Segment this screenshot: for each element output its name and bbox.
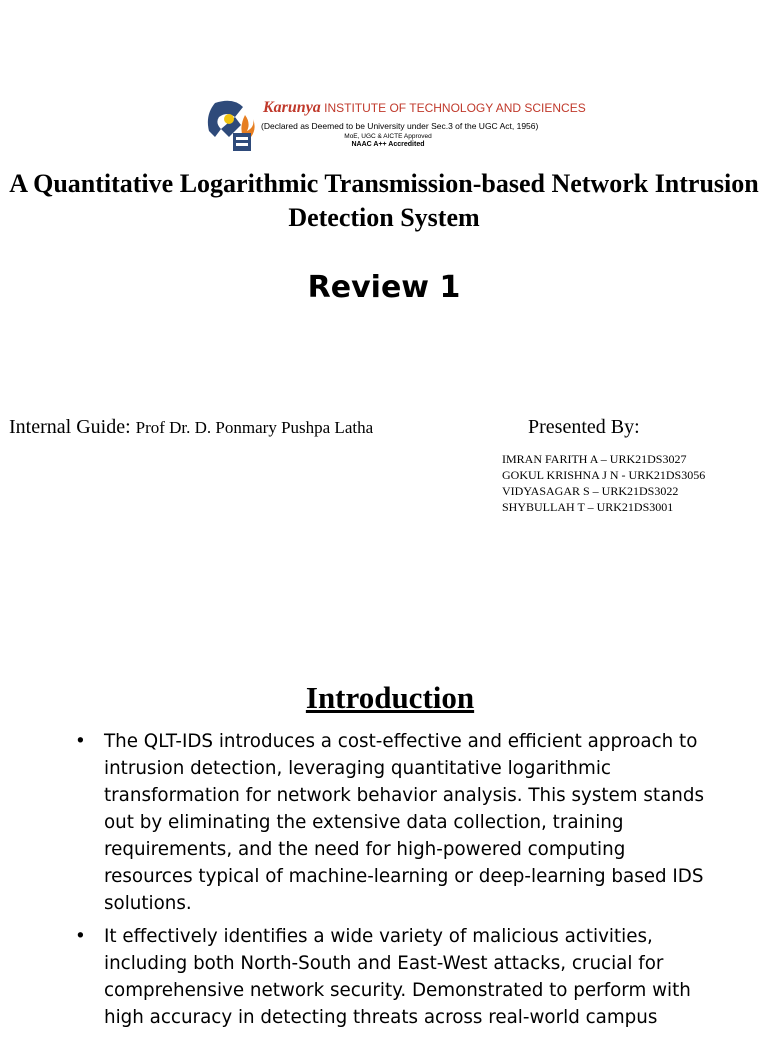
member-item: SHYBULLAH T – URK21DS3001 — [502, 500, 674, 514]
bullet-icon: • — [75, 731, 86, 752]
bullet-item — [75, 923, 715, 1031]
logo-institute-name — [263, 99, 586, 117]
introduction-bullets — [75, 728, 715, 1037]
guide-name: Prof Dr. D. Ponmary Pushpa Latha — [135, 418, 374, 437]
bullet-item — [75, 728, 715, 917]
member-item: GOKUL KRISHNA J N - URK21DS3056 — [502, 468, 706, 482]
member-list — [502, 451, 705, 515]
logo-institute: INSTITUTE OF TECHNOLOGY AND SCIENCES — [320, 101, 586, 115]
logo-approval: MoE, UGC & AICTE Approved — [344, 133, 432, 140]
bullet-text: The QLT-IDS introduces a cost-effective and efficient approach to intrusion detection, leveraging quantitative logarithmic transformation for network behavior analysis. This system stands out by eliminating the extensive data collection, training requirements, and the need for high-powered computing resources typical of machine-learning or deep-learning based IDS solutions. — [104, 731, 705, 914]
karunya-emblem-icon — [205, 97, 261, 155]
logo-brand: Karunya — [263, 99, 321, 116]
logo-text — [261, 99, 586, 148]
guide-label: Internal Guide: — [9, 416, 136, 438]
review-heading: Review 1 — [307, 270, 461, 305]
bullet-icon: • — [75, 926, 86, 947]
karunya-logo — [205, 97, 586, 157]
member-item: IMRAN FARITH A – URK21DS3027 — [502, 452, 687, 466]
logo-accreditation: NAAC A++ Accredited — [351, 141, 425, 148]
project-title: A Quantitative Logarithmic Transmission-based Network Intrusion Detection System — [9, 169, 759, 232]
introduction-heading: Introduction — [305, 680, 475, 715]
presented-by-label: Presented By: — [528, 416, 640, 438]
introduction-slide — [0, 640, 768, 1028]
logo-declaration: (Declared as Deemed to be University under Sec.3 of the UGC Act, 1956) — [261, 121, 539, 131]
bullet-text: It effectively identifies a wide variety of malicious activities, including both North-South and East-West attacks, crucial for comprehensive network security. Demonstrated to perform with high accuracy in detecting threats across real-world campus — [104, 926, 691, 1028]
member-item: VIDYASAGAR S – URK21DS3022 — [502, 484, 679, 498]
internal-guide — [9, 416, 373, 439]
